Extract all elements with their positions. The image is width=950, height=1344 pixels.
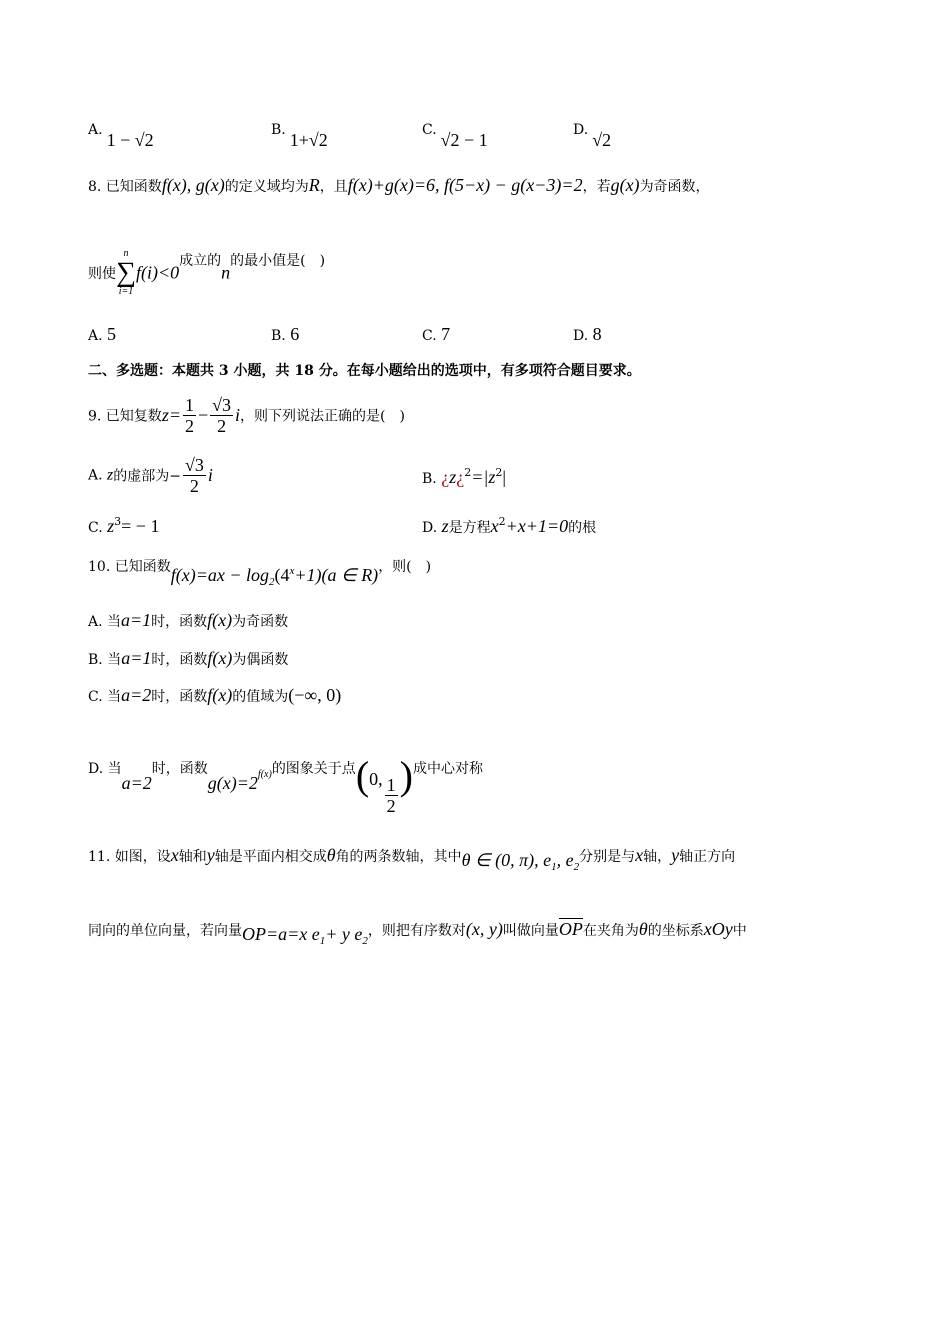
math: +x+1=0 (505, 516, 569, 536)
text: 分别是与 (579, 849, 636, 865)
math: θ (638, 919, 648, 939)
q7-option-d (573, 118, 612, 150)
math: z= (161, 405, 181, 425)
math: f(i)<0 (135, 262, 180, 283)
math: f(x), g(x) (161, 175, 225, 195)
text: 中 (732, 923, 747, 939)
denominator: 2 (386, 796, 396, 816)
option-value: √2 − 1 (440, 130, 488, 150)
math: z (107, 516, 115, 536)
option-label: C. (422, 122, 437, 138)
math: 0, (369, 769, 383, 789)
text: 的坐标系 (647, 923, 704, 939)
text: D. 当 (88, 761, 122, 777)
text: 轴和 (178, 849, 207, 865)
option-label: A. (88, 328, 103, 344)
text: 的值域为 (232, 689, 289, 705)
numerator: 1 (184, 395, 194, 415)
math: z (107, 466, 114, 484)
q8-option-b (271, 324, 299, 345)
q10-option-d: D. 当a=2时，函数$g(x)=2^{f(x)}$的图象关于点(0, $\frac{1}{2}$ )成中心对称 (88, 753, 483, 816)
text: 在夹角为 (582, 923, 639, 939)
math: a=2 (121, 685, 152, 705)
text: A. 当 (88, 614, 122, 630)
text: 轴， (643, 849, 672, 865)
superscript: 2 (498, 515, 506, 528)
text: 轴正方向 (679, 849, 736, 865)
q8-option-a (88, 324, 116, 345)
fraction (183, 395, 196, 436)
numerator: √3 (212, 395, 232, 415)
text: C. 当 (88, 689, 122, 705)
option-value: 5 (107, 324, 117, 344)
math: =|z (471, 467, 496, 487)
q8-option-c (422, 324, 450, 345)
option-label: A. (88, 122, 103, 138)
math: a=2 (121, 773, 152, 793)
q9-option-b (422, 466, 506, 488)
math: ¿ (441, 467, 450, 487)
option-label: C. (88, 520, 108, 536)
text: 的根 (568, 520, 597, 536)
text: 为奇函数， (639, 179, 710, 195)
text: 时，函数 (151, 689, 208, 705)
sum-lower: i=1 (118, 286, 134, 297)
math: +1)(a ∈ R) (294, 565, 379, 585)
option-value: 7 (441, 324, 451, 344)
text: 是方程 (448, 520, 491, 536)
math: f(x)=ax − log (170, 565, 269, 585)
math: θ (326, 845, 336, 865)
option-value: 1+√2 (289, 130, 328, 150)
math: xOy (703, 919, 733, 939)
option-label: C. (422, 328, 437, 344)
math: i (235, 405, 241, 425)
q11-stem-line2 (88, 919, 747, 947)
math: i (207, 465, 213, 485)
superscript: f(x) (257, 769, 272, 780)
superscript: 2 (495, 466, 503, 479)
subscript: 1 (551, 861, 557, 873)
text: 则使 (88, 266, 116, 282)
math: , e (556, 850, 574, 870)
option-label: D. (573, 122, 589, 138)
superscript: x (289, 565, 295, 577)
subscript: 2 (362, 935, 368, 947)
math: | (502, 467, 506, 487)
q8-stem-line1 (88, 175, 710, 196)
math: z (441, 516, 449, 536)
math: (x, y) (465, 919, 503, 939)
q7-option-c (422, 118, 488, 150)
option-value: √2 (592, 130, 612, 150)
text: 时，函数 (151, 761, 208, 777)
q8-stem-line2 (88, 248, 325, 298)
q7-option-a (88, 118, 154, 150)
math: f(x)+g(x)=6, f(5−x) − g(x−3)=2 (347, 175, 583, 195)
text: 的定义域均为 (224, 179, 309, 195)
denominator: 2 (189, 476, 199, 496)
q11-stem-line1 (88, 845, 736, 873)
math: g(x)=2 (207, 773, 258, 793)
q8-option-d (573, 324, 602, 345)
subscript: 2 (268, 576, 275, 588)
text: ，若 (582, 179, 611, 195)
math: z (449, 467, 457, 487)
math: − (197, 405, 209, 425)
math: R (308, 175, 320, 195)
option-label: A. (88, 467, 108, 484)
fraction (385, 775, 398, 816)
q10-option-b (88, 648, 288, 669)
math: OP=a=x e (242, 924, 320, 944)
text: 的图象关于点 (271, 761, 356, 777)
math: y (206, 845, 215, 865)
q10-option-a (88, 610, 288, 631)
q7-option-b (271, 118, 328, 150)
text: 8. 已知函数 (88, 179, 162, 195)
text: 的虚部为− (113, 468, 181, 485)
text: ，则下列说法正确的是( ) (240, 408, 405, 425)
math: x (170, 845, 179, 865)
math: f(x) (207, 610, 233, 630)
text: ，则把有序数对 (367, 923, 466, 939)
math: + y e (325, 924, 363, 944)
q10-stem (88, 555, 432, 588)
numerator: 1 (386, 775, 396, 795)
option-label: B. (271, 328, 286, 344)
sum-upper: n (123, 248, 129, 259)
math: = − 1 (121, 516, 160, 536)
q9-option-c (88, 515, 159, 537)
numerator: √3 (184, 455, 204, 475)
math: g(x) (610, 175, 640, 195)
math: x (635, 845, 644, 865)
denominator: 2 (184, 416, 194, 436)
fraction (183, 455, 206, 496)
text: 成中心对称 (412, 761, 483, 777)
math: n (221, 262, 231, 283)
q9-option-d (422, 515, 596, 537)
subscript: 2 (573, 861, 580, 873)
math: y (671, 845, 680, 865)
subscript: 1 (319, 935, 326, 947)
text: 的最小值是( ) (230, 253, 326, 269)
math: (4 (274, 565, 290, 585)
text: 11. 如图，设 (88, 849, 171, 865)
math: f(x) (207, 685, 233, 705)
superscript: 2 (464, 466, 472, 479)
section-heading: 二、多选题：本题共 3 小题，共 18 分。在每小题给出的选项中，有多项符合题目要求。 (88, 363, 641, 379)
text: 时，函数 (151, 614, 208, 630)
text: 10. 已知函数 (88, 559, 171, 575)
option-value: 1 − √2 (106, 130, 154, 150)
summation-symbol: n ∑ i=1 (116, 248, 136, 297)
option-value: 6 (290, 324, 300, 344)
math: (−∞, 0) (288, 685, 342, 705)
text: 9. 已知复数 (88, 408, 162, 425)
denominator: 2 (217, 416, 227, 436)
text: 为奇函数 (232, 614, 289, 630)
text: 叫做向量 (502, 923, 559, 939)
text: ，则( ) (378, 559, 432, 575)
q9-stem (88, 395, 405, 436)
math: x (490, 516, 499, 536)
text: 成立的 (179, 253, 222, 269)
math: a=1 (121, 610, 152, 630)
option-label: D. (422, 520, 442, 536)
text: B. 当 (88, 652, 122, 668)
math: ¿ (456, 467, 465, 487)
text: 同向的单位向量，若向量 (88, 923, 242, 939)
q10-option-c (88, 685, 341, 706)
math: a=1 (121, 648, 152, 668)
text: 为偶函数 (232, 652, 289, 668)
superscript: 3 (114, 515, 122, 528)
text: 角的两条数轴，其中 (335, 849, 462, 865)
fraction (210, 395, 233, 436)
q9-option-a (88, 455, 213, 496)
option-label: B. (422, 471, 442, 487)
math: f(x) (207, 648, 233, 668)
text: 轴是平面内相交成 (214, 849, 327, 865)
vector-op: OP (558, 919, 583, 939)
text: ，且 (319, 179, 348, 195)
option-label: B. (271, 122, 286, 138)
math: θ ∈ (0, π), e (461, 850, 552, 870)
text: 时，函数 (151, 652, 208, 668)
option-label: D. (573, 328, 589, 344)
option-value: 8 (592, 324, 602, 344)
